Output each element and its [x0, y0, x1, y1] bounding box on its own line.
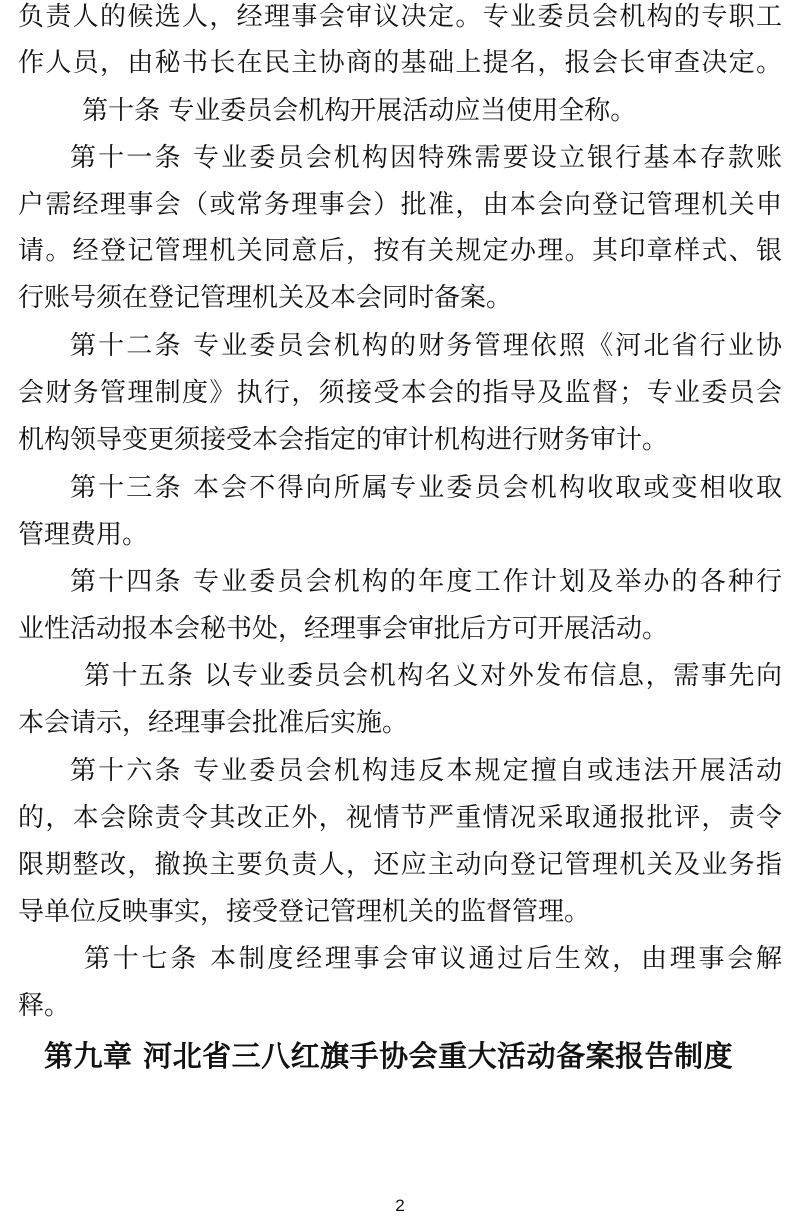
text-line: 行账号须在登记管理机关及本会同时备案。 — [18, 283, 513, 313]
article-10-line: 第十条 专业委员会机构开展活动应当使用全称。 — [82, 96, 637, 126]
text-line: 本会请示，经理事会批准后实施。 — [18, 708, 409, 738]
chapter-heading: 第九章 河北省三八红旗手协会重大活动备案报告制度 — [44, 1039, 734, 1073]
article-13-line: 第十三条 本会不得向所属专业委员会机构收取或变相收取 — [70, 473, 782, 503]
page-number: 2 — [395, 1196, 405, 1215]
article-14-line: 第十四条 专业委员会机构的年度工作计划及举办的各种行 — [70, 567, 782, 597]
article-12-line: 第十二条 专业委员会机构的财务管理依照《河北省行业协 — [70, 331, 782, 361]
text-line: 机构领导变更须接受本会指定的审计机构进行财务审计。 — [18, 425, 669, 455]
text-line: 业性活动报本会秘书处，经理事会审批后方可开展活动。 — [18, 614, 669, 644]
text-line: 作人员，由秘书长在民主协商的基础上提名，报会长审查决定。 — [18, 48, 782, 78]
article-15-line: 第十五条 以专业委员会机构名义对外发布信息，需事先向 — [84, 661, 782, 691]
text-line: 的，本会除责令其改正外，视情节严重情况采取通报批评，责令 — [18, 803, 782, 833]
text-line: 请。经登记管理机关同意后，按有关规定办理。其印章样式、银 — [18, 236, 782, 266]
text-line: 负责人的候选人，经理事会审议决定。专业委员会机构的专职工 — [18, 2, 782, 32]
text-line: 限期整改，撤换主要负责人，还应主动向登记管理机关及业务指 — [18, 850, 782, 880]
text-line: 会财务管理制度》执行，须接受本会的指导及监督；专业委员会 — [18, 378, 782, 408]
article-11-line: 第十一条 专业委员会机构因特殊需要设立银行基本存款账 — [70, 143, 782, 173]
article-16-line: 第十六条 专业委员会机构违反本规定擅自或违法开展活动 — [70, 756, 782, 786]
text-line: 户需经理事会（或常务理事会）批准，由本会向登记管理机关申 — [18, 190, 782, 220]
text-line: 导单位反映事实，接受登记管理机关的监督管理。 — [18, 897, 591, 927]
text-line: 释。 — [18, 991, 71, 1021]
article-17-line: 第十七条 本制度经理事会审议通过后生效，由理事会解 — [84, 944, 782, 974]
text-line: 管理费用。 — [18, 520, 149, 550]
